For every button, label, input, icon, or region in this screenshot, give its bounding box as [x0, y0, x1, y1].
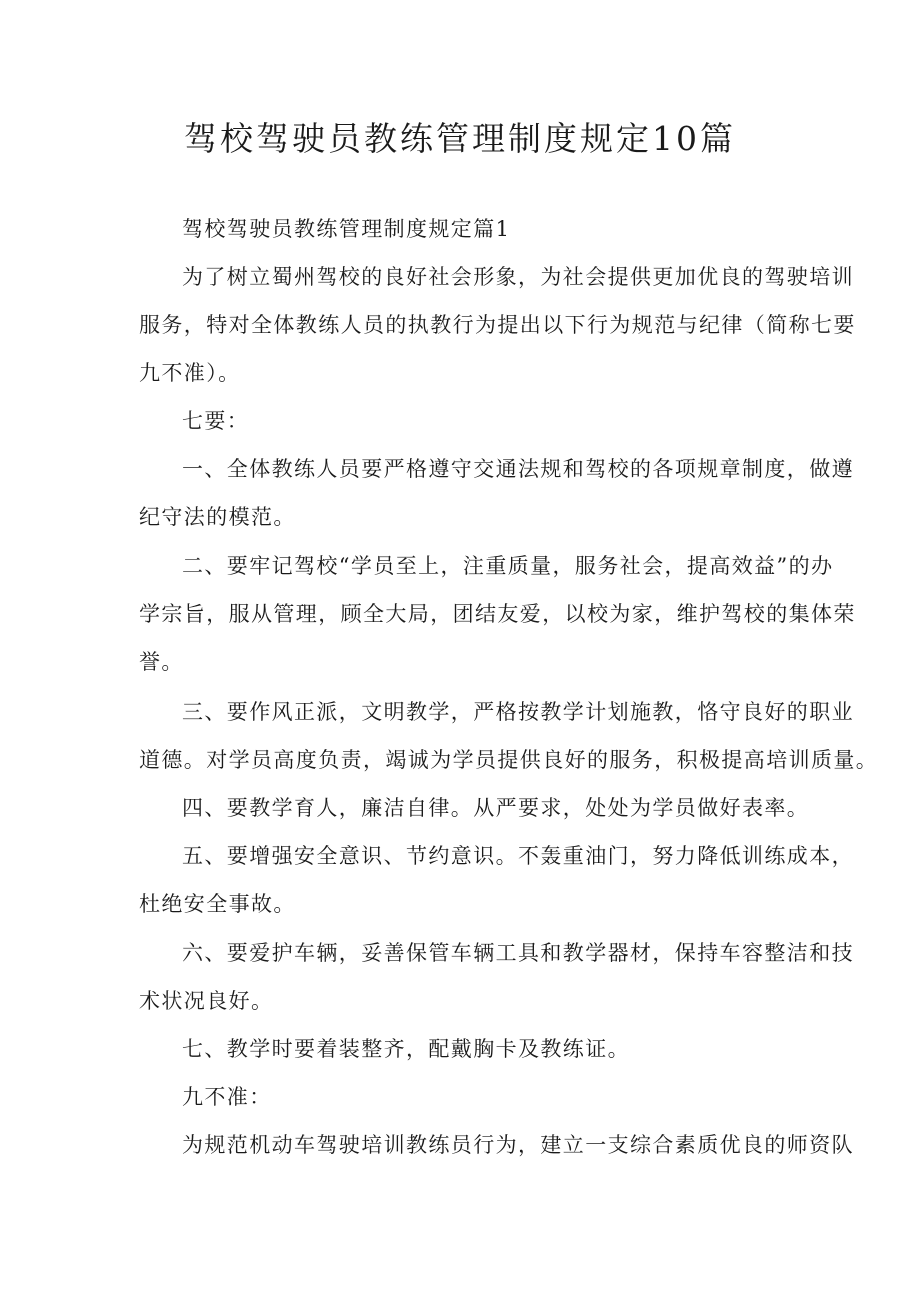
- paragraph-line: 三、要作风正派，文明教学，严格按教学计划施教，恪守良好的职业: [182, 700, 854, 724]
- paragraph-line: 为了树立蜀州驾校的良好社会形象，为社会提供更加优良的驾驶培训: [182, 265, 854, 289]
- paragraph-line: 四、要教学育人，廉洁自律。从严要求，处处为学员做好表率。: [182, 796, 810, 820]
- paragraph-line: 为规范机动车驾驶培训教练员行为，建立一支综合素质优良的师资队: [182, 1133, 854, 1157]
- document-title: 驾校驾驶员教练管理制度规定10篇: [184, 119, 736, 158]
- paragraph-line: 服务，特对全体教练人员的执教行为提出以下行为规范与纪律（简称七要: [139, 313, 856, 337]
- paragraph-line: 杜绝安全事故。: [139, 892, 296, 916]
- paragraph-line: 一、全体教练人员要严格遵守交通法规和驾校的各项规章制度，做遵: [182, 457, 854, 481]
- paragraph-line: 学宗旨，服从管理，顾全大局，团结友爱，以校为家，维护驾校的集体荣: [139, 602, 856, 626]
- paragraph-line: 道德。对学员高度负责，竭诚为学员提供良好的服务，积极提高培训质量。: [139, 748, 879, 772]
- paragraph-line: 九不准）。: [139, 361, 241, 385]
- paragraph-line: 七、教学时要着装整齐，配戴胸卡及教练证。: [182, 1037, 630, 1061]
- paragraph-line: 二、要牢记驾校“学员至上，注重质量，服务社会，提高效益”的办: [182, 554, 834, 578]
- subheading-nine-prohibitions: 九不准：: [182, 1085, 272, 1109]
- paragraph-line: 六、要爱护车辆，妥善保管车辆工具和教学器材，保持车容整洁和技: [182, 941, 854, 965]
- subheading-seven-musts: 七要：: [182, 409, 250, 433]
- paragraph-line: 五、要增强安全意识、节约意识。不轰重油门，努力降低训练成本，: [182, 844, 854, 868]
- section-heading: 驾校驾驶员教练管理制度规定篇1: [182, 217, 511, 241]
- paragraph-line: 誉。: [139, 650, 184, 674]
- paragraph-line: 纪守法的模范。: [139, 505, 296, 529]
- paragraph-line: 术状况良好。: [139, 989, 274, 1013]
